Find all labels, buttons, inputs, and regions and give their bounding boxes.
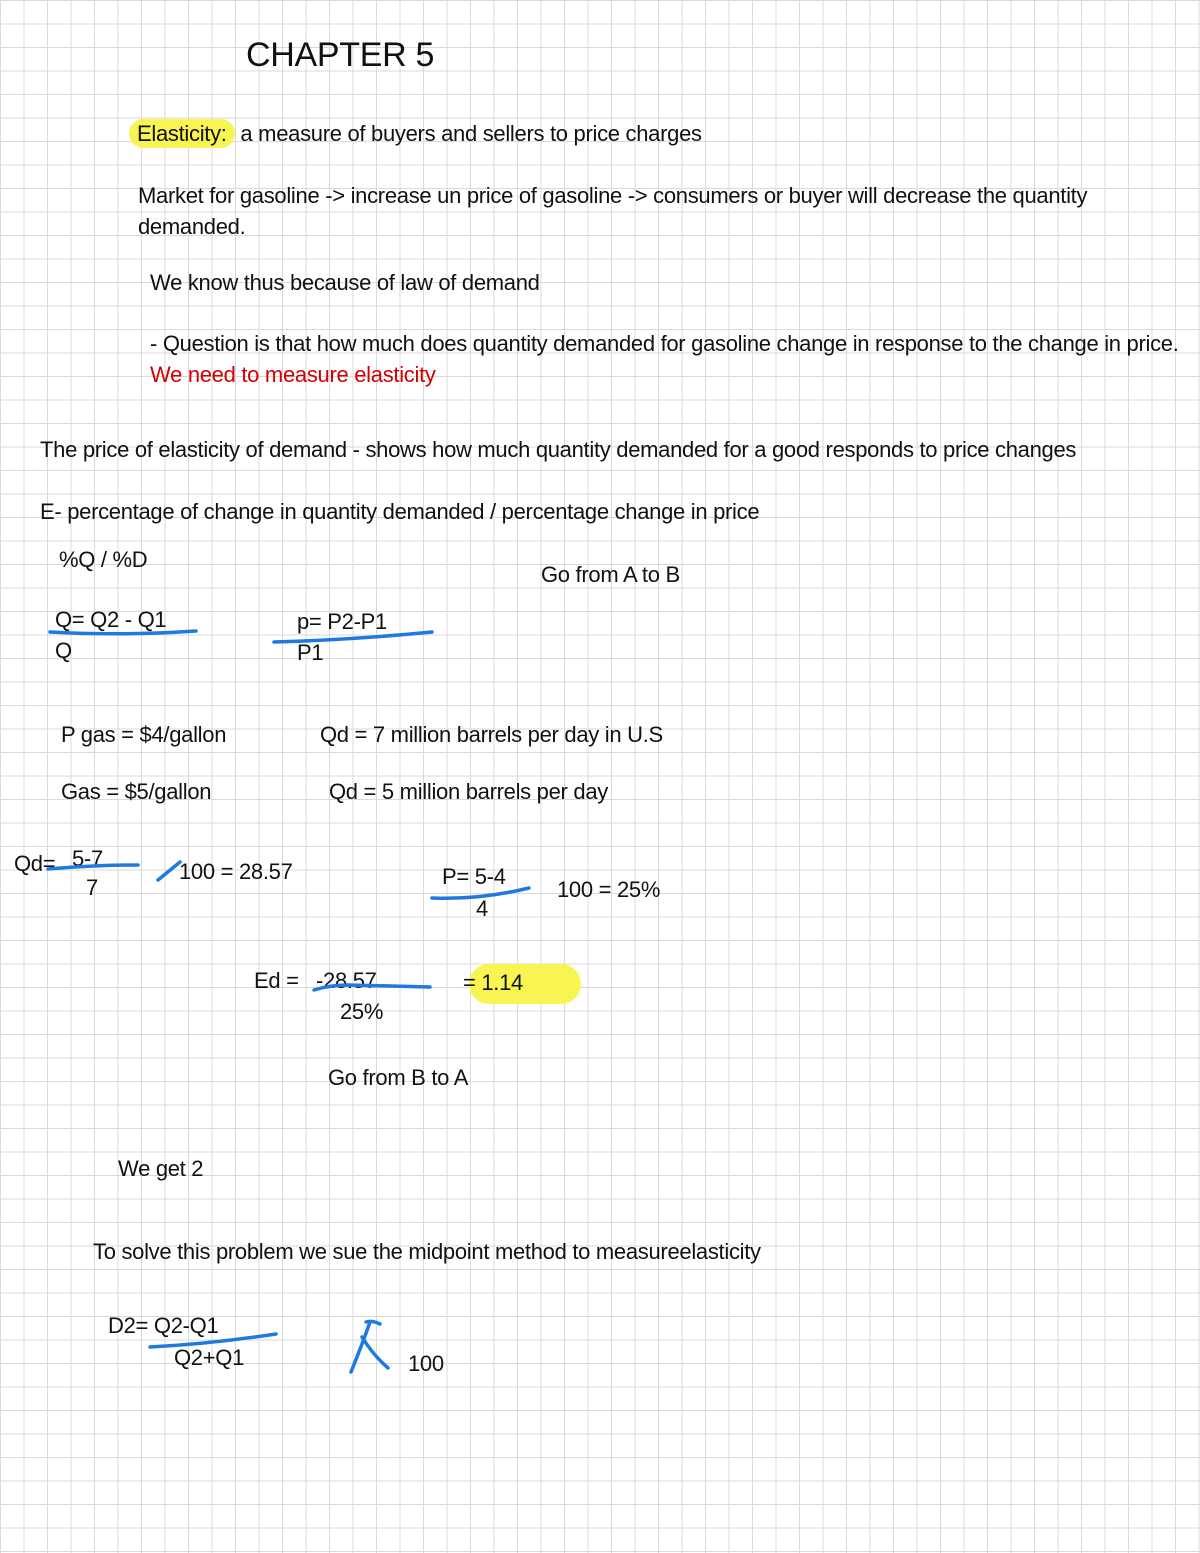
times-x-mark-b [362,1337,388,1368]
d2-numerator: D2= Q2-Q1 [108,1313,219,1338]
p-calc-numerator: P= 5-4 [442,864,506,889]
question-note [150,328,1190,390]
p-calc-result: 100 = 25% [557,877,661,902]
ed-result: = 1.14 [463,970,523,995]
page-title: CHAPTER 5 [246,36,435,74]
qd-calc-result: 100 = 28.57 [179,859,293,884]
qd-calc-numerator: 5-7 [72,846,103,871]
market-note: Market for gasoline -> increase un price of gasoline -> consumers or buyer will decrease the quantity demanded. [138,183,1088,239]
e-formula: E- percentage of change in quantity demanded / percentage change in price [40,499,760,524]
qd-2: Qd = 5 million barrels per day [329,779,608,804]
times-x-mark-a [351,1322,370,1372]
d2-times-value: 100 [408,1351,444,1376]
q-formula-denominator: Q [55,638,72,663]
ed-label: Ed = [254,968,299,993]
times-x-mark-c [366,1321,380,1324]
law-note: We know thus because of law of demand [150,270,540,295]
qd-multiply-stroke [158,862,180,880]
qd-calc-label: Qd= [14,851,56,876]
qd-1: Qd = 7 million barrels per day in U.S [320,722,663,747]
q-formula-numerator: Q= Q2 - Q1 [55,607,167,632]
p-calc-denominator: 4 [476,896,488,921]
ed-denominator: 25% [340,999,384,1024]
p-gas-2: Gas = $5/gallon [61,779,212,804]
go-b-to-a: Go from B to A [328,1065,469,1090]
p-formula-denominator: P1 [297,640,324,665]
d2-denominator: Q2+Q1 [174,1345,245,1370]
pct-ratio: %Q / %D [59,547,148,572]
elasticity-definition [129,118,702,149]
ed-numerator: -28.57 [316,968,377,993]
question-text: - Question is that how much does quantity demanded for gasoline change in response to the change in price. [150,331,1179,356]
p-formula-numerator: p= P2-P1 [297,609,387,634]
elasticity-def-text: a measure of buyers and sellers to price charges [234,121,702,146]
ped-definition: The price of elasticity of demand - shows how much quantity demanded for a good responds to price changes [40,437,1077,462]
question-red-text: We need to measure elasticity [150,362,436,387]
p-gas-1: P gas = $4/gallon [61,722,227,747]
qd-calc-denominator: 7 [86,875,98,900]
go-a-to-b: Go from A to B [541,562,680,587]
elasticity-term: Elasticity: [129,119,235,148]
midpoint-note: To solve this problem we sue the midpoint method to measureelasticity [93,1239,761,1264]
we-get-note: We get 2 [118,1156,204,1181]
